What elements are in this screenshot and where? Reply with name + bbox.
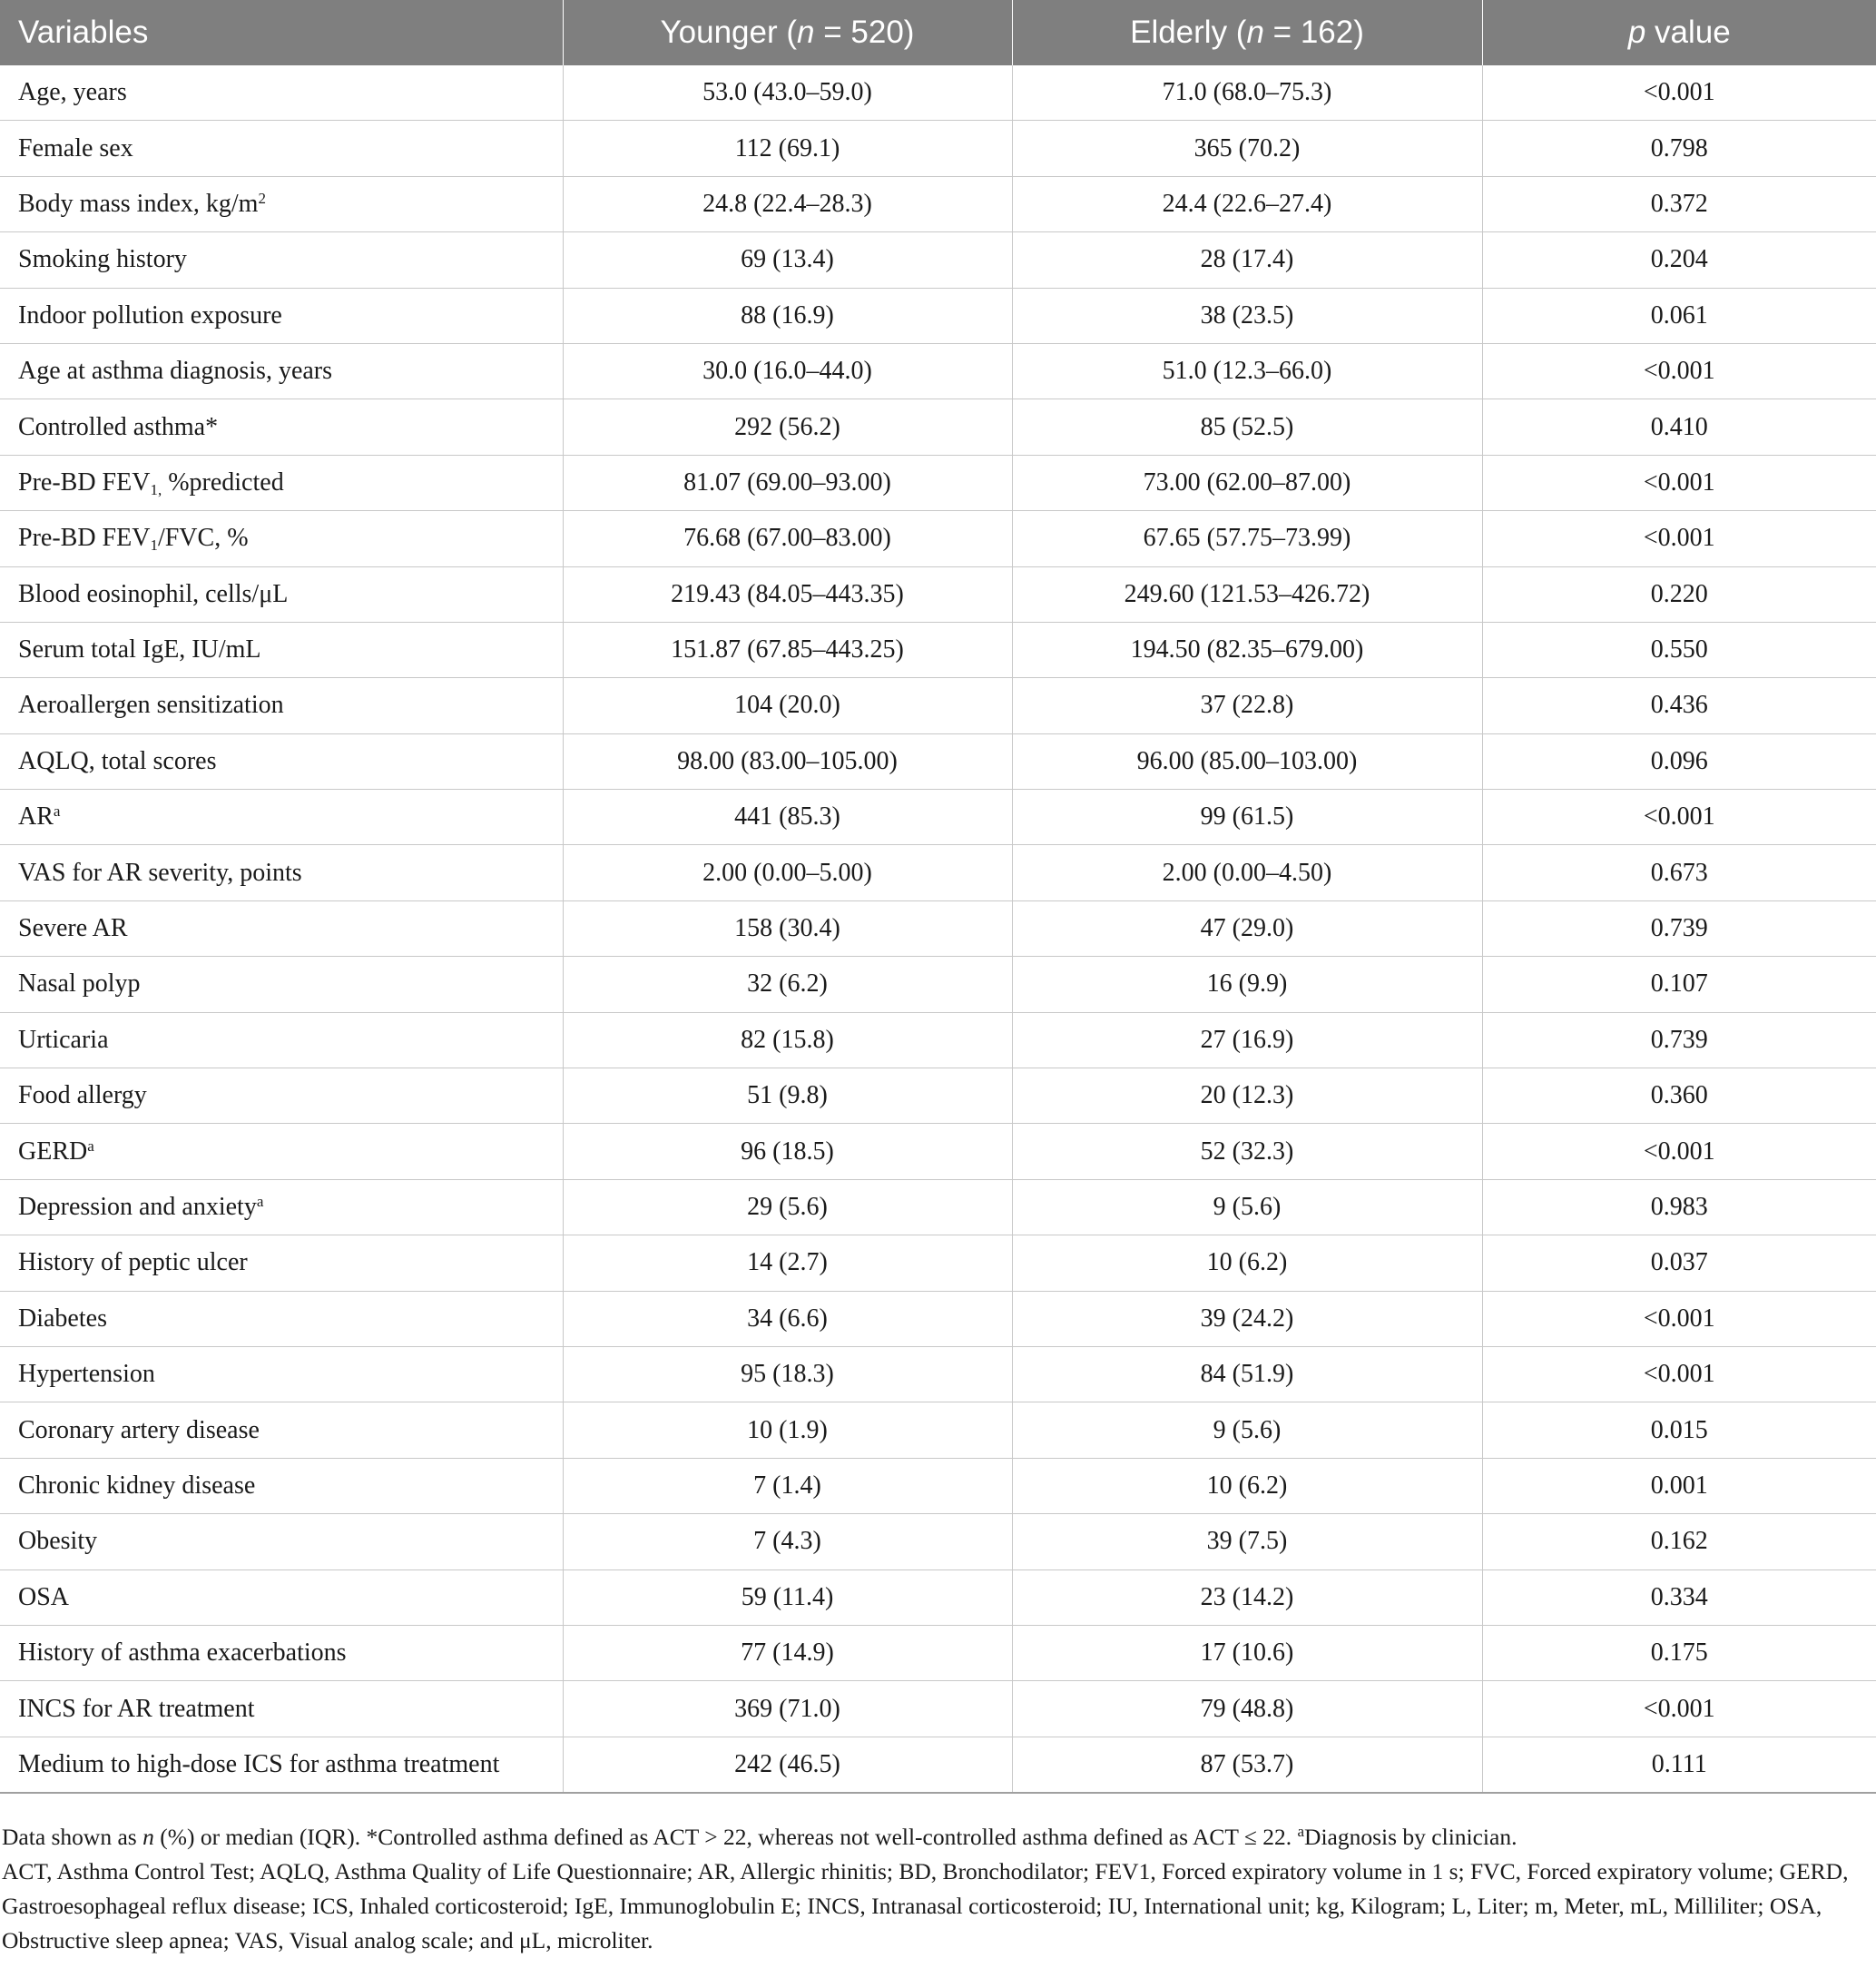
cell-p-value: 0.037 (1482, 1235, 1876, 1291)
table-row (0, 1681, 1876, 1737)
cell-variable: Hypertension (0, 1346, 563, 1402)
cell-younger: 441 (85.3) (563, 790, 1012, 845)
cell-elderly: 27 (16.9) (1012, 1012, 1482, 1068)
cell-elderly: 73.00 (62.00–87.00) (1012, 455, 1482, 510)
cell-younger: 32 (6.2) (563, 957, 1012, 1012)
table-body (0, 65, 1876, 1793)
cell-younger: 7 (4.3) (563, 1514, 1012, 1569)
cell-variable: Pre-BD $FEV_{1,}$ %predicted (0, 455, 563, 510)
cell-p-value: 0.372 (1482, 176, 1876, 231)
cell-younger: 82 (15.8) (563, 1012, 1012, 1068)
table-row (0, 900, 1876, 956)
cell-younger: 112 (69.1) (563, 121, 1012, 176)
table-row (0, 511, 1876, 566)
cell-variable: AQLQ, total scores (0, 733, 563, 789)
cell-younger: 77 (14.9) (563, 1625, 1012, 1680)
cell-elderly: 39 (24.2) (1012, 1291, 1482, 1346)
cell-p-value: 0.162 (1482, 1514, 1876, 1569)
table-row (0, 1291, 1876, 1346)
cell-p-value: 0.436 (1482, 678, 1876, 733)
cell-younger: 98.00 (83.00–105.00) (563, 733, 1012, 789)
cell-younger: 53.0 (43.0–59.0) (563, 65, 1012, 121)
cell-variable: Blood eosinophil, cells/μL (0, 566, 563, 622)
cell-younger: 2.00 (0.00–5.00) (563, 845, 1012, 900)
cell-elderly: 20 (12.3) (1012, 1068, 1482, 1124)
cell-variable: Severe AR (0, 900, 563, 956)
cell-younger: 34 (6.6) (563, 1291, 1012, 1346)
cell-elderly: 79 (48.8) (1012, 1681, 1482, 1737)
cell-elderly: 96.00 (85.00–103.00) (1012, 733, 1482, 789)
table-row (0, 399, 1876, 455)
table-row (0, 1569, 1876, 1625)
cell-elderly: 10 (6.2) (1012, 1235, 1482, 1291)
cell-younger: 81.07 (69.00–93.00) (563, 455, 1012, 510)
cell-p-value: 0.739 (1482, 1012, 1876, 1068)
header-younger: Younger (n = 520) (563, 0, 1012, 65)
cell-variable: History of asthma exacerbations (0, 1625, 563, 1680)
cell-p-value: <0.001 (1482, 455, 1876, 510)
cell-younger: 14 (2.7) (563, 1235, 1012, 1291)
cell-variable: $AR^a$ (0, 790, 563, 845)
cell-p-value: <0.001 (1482, 511, 1876, 566)
cell-elderly: 9 (5.6) (1012, 1402, 1482, 1458)
table-row (0, 232, 1876, 288)
cell-variable: Coronary artery disease (0, 1402, 563, 1458)
cell-variable: Obesity (0, 1514, 563, 1569)
cell-younger: 158 (30.4) (563, 900, 1012, 956)
cell-variable: Chronic kidney disease (0, 1458, 563, 1513)
cell-elderly: 51.0 (12.3–66.0) (1012, 343, 1482, 399)
table-row (0, 1514, 1876, 1569)
cell-variable: Food allergy (0, 1068, 563, 1124)
cell-variable: OSA (0, 1569, 563, 1625)
footnote-abbreviations: ACT, Asthma Control Test; AQLQ, Asthma Quality of Life Questionnaire; AR, Allergic rhinitis; BD, Bronchodilator; FEV1, Forced expiratory volume in 1 s; FVC, Forced expiratory volume; GERD, Gastroesophageal reflux disease; ICS, Inhaled corticosteroid; IgE, Immunoglobulin E; INCS, Intranasal corticosteroid; IU, International unit; kg, Kilogram; L, Liter; m, Meter, mL, Milliliter; OSA, Obstructive sleep apnea; VAS, Visual analog scale; and μL, microliter. (2, 1858, 1849, 1953)
cell-younger: 88 (16.9) (563, 288, 1012, 343)
cell-p-value: 0.204 (1482, 232, 1876, 288)
cell-p-value: 0.096 (1482, 733, 1876, 789)
cell-p-value: 0.798 (1482, 121, 1876, 176)
cell-younger: 95 (18.3) (563, 1346, 1012, 1402)
cell-younger: 24.8 (22.4–28.3) (563, 176, 1012, 231)
table-row (0, 1402, 1876, 1458)
cell-younger: 51 (9.8) (563, 1068, 1012, 1124)
table-row (0, 1179, 1876, 1235)
cell-variable: Nasal polyp (0, 957, 563, 1012)
cell-variable: History of peptic ulcer (0, 1235, 563, 1291)
cell-elderly: 17 (10.6) (1012, 1625, 1482, 1680)
cell-variable: Age at asthma diagnosis, years (0, 343, 563, 399)
cell-variable: Medium to high-dose ICS for asthma treatment (0, 1737, 563, 1793)
cell-elderly: 194.50 (82.35–679.00) (1012, 622, 1482, 677)
cell-younger: 29 (5.6) (563, 1179, 1012, 1235)
cell-variable: Controlled asthma* (0, 399, 563, 455)
cell-variable: Age, years (0, 65, 563, 121)
cell-p-value: 0.061 (1482, 288, 1876, 343)
cell-p-value: <0.001 (1482, 343, 1876, 399)
table-row (0, 790, 1876, 845)
cell-elderly: 365 (70.2) (1012, 121, 1482, 176)
cell-elderly: 37 (22.8) (1012, 678, 1482, 733)
cell-elderly: 84 (51.9) (1012, 1346, 1482, 1402)
cell-elderly: 10 (6.2) (1012, 1458, 1482, 1513)
cell-younger: 96 (18.5) (563, 1124, 1012, 1179)
cell-variable: VAS for AR severity, points (0, 845, 563, 900)
cell-younger: 59 (11.4) (563, 1569, 1012, 1625)
header-p-value: p value (1482, 0, 1876, 65)
cell-p-value: 0.410 (1482, 399, 1876, 455)
table-row (0, 288, 1876, 343)
cell-younger: 7 (1.4) (563, 1458, 1012, 1513)
cell-p-value: <0.001 (1482, 790, 1876, 845)
cell-variable: Diabetes (0, 1291, 563, 1346)
cell-p-value: <0.001 (1482, 1124, 1876, 1179)
cell-variable: INCS for AR treatment (0, 1681, 563, 1737)
cell-younger: 219.43 (84.05–443.35) (563, 566, 1012, 622)
cell-elderly: 47 (29.0) (1012, 900, 1482, 956)
cell-p-value: 0.334 (1482, 1569, 1876, 1625)
cell-elderly: 71.0 (68.0–75.3) (1012, 65, 1482, 121)
cell-younger: 151.87 (67.85–443.25) (563, 622, 1012, 677)
table-row (0, 678, 1876, 733)
cell-p-value: <0.001 (1482, 1291, 1876, 1346)
cell-younger: 242 (46.5) (563, 1737, 1012, 1793)
table-row (0, 65, 1876, 121)
cell-variable: Serum total IgE, IU/mL (0, 622, 563, 677)
cell-p-value: 0.550 (1482, 622, 1876, 677)
cell-elderly: 39 (7.5) (1012, 1514, 1482, 1569)
table-footnotes (2, 1820, 1871, 1958)
cell-variable: Pre-BD $FEV_1$/FVC, % (0, 511, 563, 566)
cell-p-value: <0.001 (1482, 65, 1876, 121)
table-row (0, 1068, 1876, 1124)
cell-elderly: 87 (53.7) (1012, 1737, 1482, 1793)
cell-elderly: 38 (23.5) (1012, 288, 1482, 343)
cell-younger: 369 (71.0) (563, 1681, 1012, 1737)
cell-p-value: 0.739 (1482, 900, 1876, 956)
table-row (0, 455, 1876, 510)
cell-younger: 30.0 (16.0–44.0) (563, 343, 1012, 399)
cell-p-value: 0.220 (1482, 566, 1876, 622)
cell-p-value: 0.673 (1482, 845, 1876, 900)
cell-elderly: 9 (5.6) (1012, 1179, 1482, 1235)
table-row (0, 622, 1876, 677)
cell-variable: GERD$^a$ (0, 1124, 563, 1179)
cell-variable: Body mass index, $kg/m^2$ (0, 176, 563, 231)
table-row (0, 1346, 1876, 1402)
cell-younger: 292 (56.2) (563, 399, 1012, 455)
table-row (0, 1012, 1876, 1068)
table-row (0, 176, 1876, 231)
table-row (0, 343, 1876, 399)
table-row (0, 1235, 1876, 1291)
cell-variable: Depression and anxiety$^a$ (0, 1179, 563, 1235)
cell-younger: 10 (1.9) (563, 1402, 1012, 1458)
footnote-data-shown: Data shown as n (%) or median (IQR). *Controlled asthma defined as ACT > 22, whereas not well-controlled asthma defined as ACT ≤ 22. $^a$Diagnosis by clinician. (2, 1823, 1517, 1850)
header-variables: Variables (0, 0, 563, 65)
table-row (0, 1124, 1876, 1179)
cell-younger: 69 (13.4) (563, 232, 1012, 288)
cell-p-value: 0.983 (1482, 1179, 1876, 1235)
table-row (0, 1458, 1876, 1513)
cell-variable: Aeroallergen sensitization (0, 678, 563, 733)
cell-elderly: 52 (32.3) (1012, 1124, 1482, 1179)
cell-elderly: 2.00 (0.00–4.50) (1012, 845, 1482, 900)
cell-elderly: 85 (52.5) (1012, 399, 1482, 455)
cell-variable: Female sex (0, 121, 563, 176)
cell-younger: 104 (20.0) (563, 678, 1012, 733)
table-row (0, 121, 1876, 176)
cell-elderly: 249.60 (121.53–426.72) (1012, 566, 1482, 622)
header-elderly: Elderly (n = 162) (1012, 0, 1482, 65)
cell-elderly: 99 (61.5) (1012, 790, 1482, 845)
cell-variable: Smoking history (0, 232, 563, 288)
table-row (0, 566, 1876, 622)
cell-elderly: 16 (9.9) (1012, 957, 1482, 1012)
cell-p-value: 0.001 (1482, 1458, 1876, 1513)
cell-p-value: 0.111 (1482, 1737, 1876, 1793)
cell-elderly: 23 (14.2) (1012, 1569, 1482, 1625)
cell-p-value: 0.175 (1482, 1625, 1876, 1680)
cell-elderly: 67.65 (57.75–73.99) (1012, 511, 1482, 566)
table-row (0, 733, 1876, 789)
table-row (0, 1625, 1876, 1680)
cell-variable: Indoor pollution exposure (0, 288, 563, 343)
table-row (0, 845, 1876, 900)
cell-variable: Urticaria (0, 1012, 563, 1068)
cell-p-value: 0.360 (1482, 1068, 1876, 1124)
table-row (0, 957, 1876, 1012)
table-row (0, 1737, 1876, 1793)
cell-p-value: 0.015 (1482, 1402, 1876, 1458)
header-row (0, 0, 1876, 65)
cell-younger: 76.68 (67.00–83.00) (563, 511, 1012, 566)
cell-p-value: 0.107 (1482, 957, 1876, 1012)
cell-p-value: <0.001 (1482, 1681, 1876, 1737)
cell-elderly: 28 (17.4) (1012, 232, 1482, 288)
cell-p-value: <0.001 (1482, 1346, 1876, 1402)
cell-elderly: 24.4 (22.6–27.4) (1012, 176, 1482, 231)
